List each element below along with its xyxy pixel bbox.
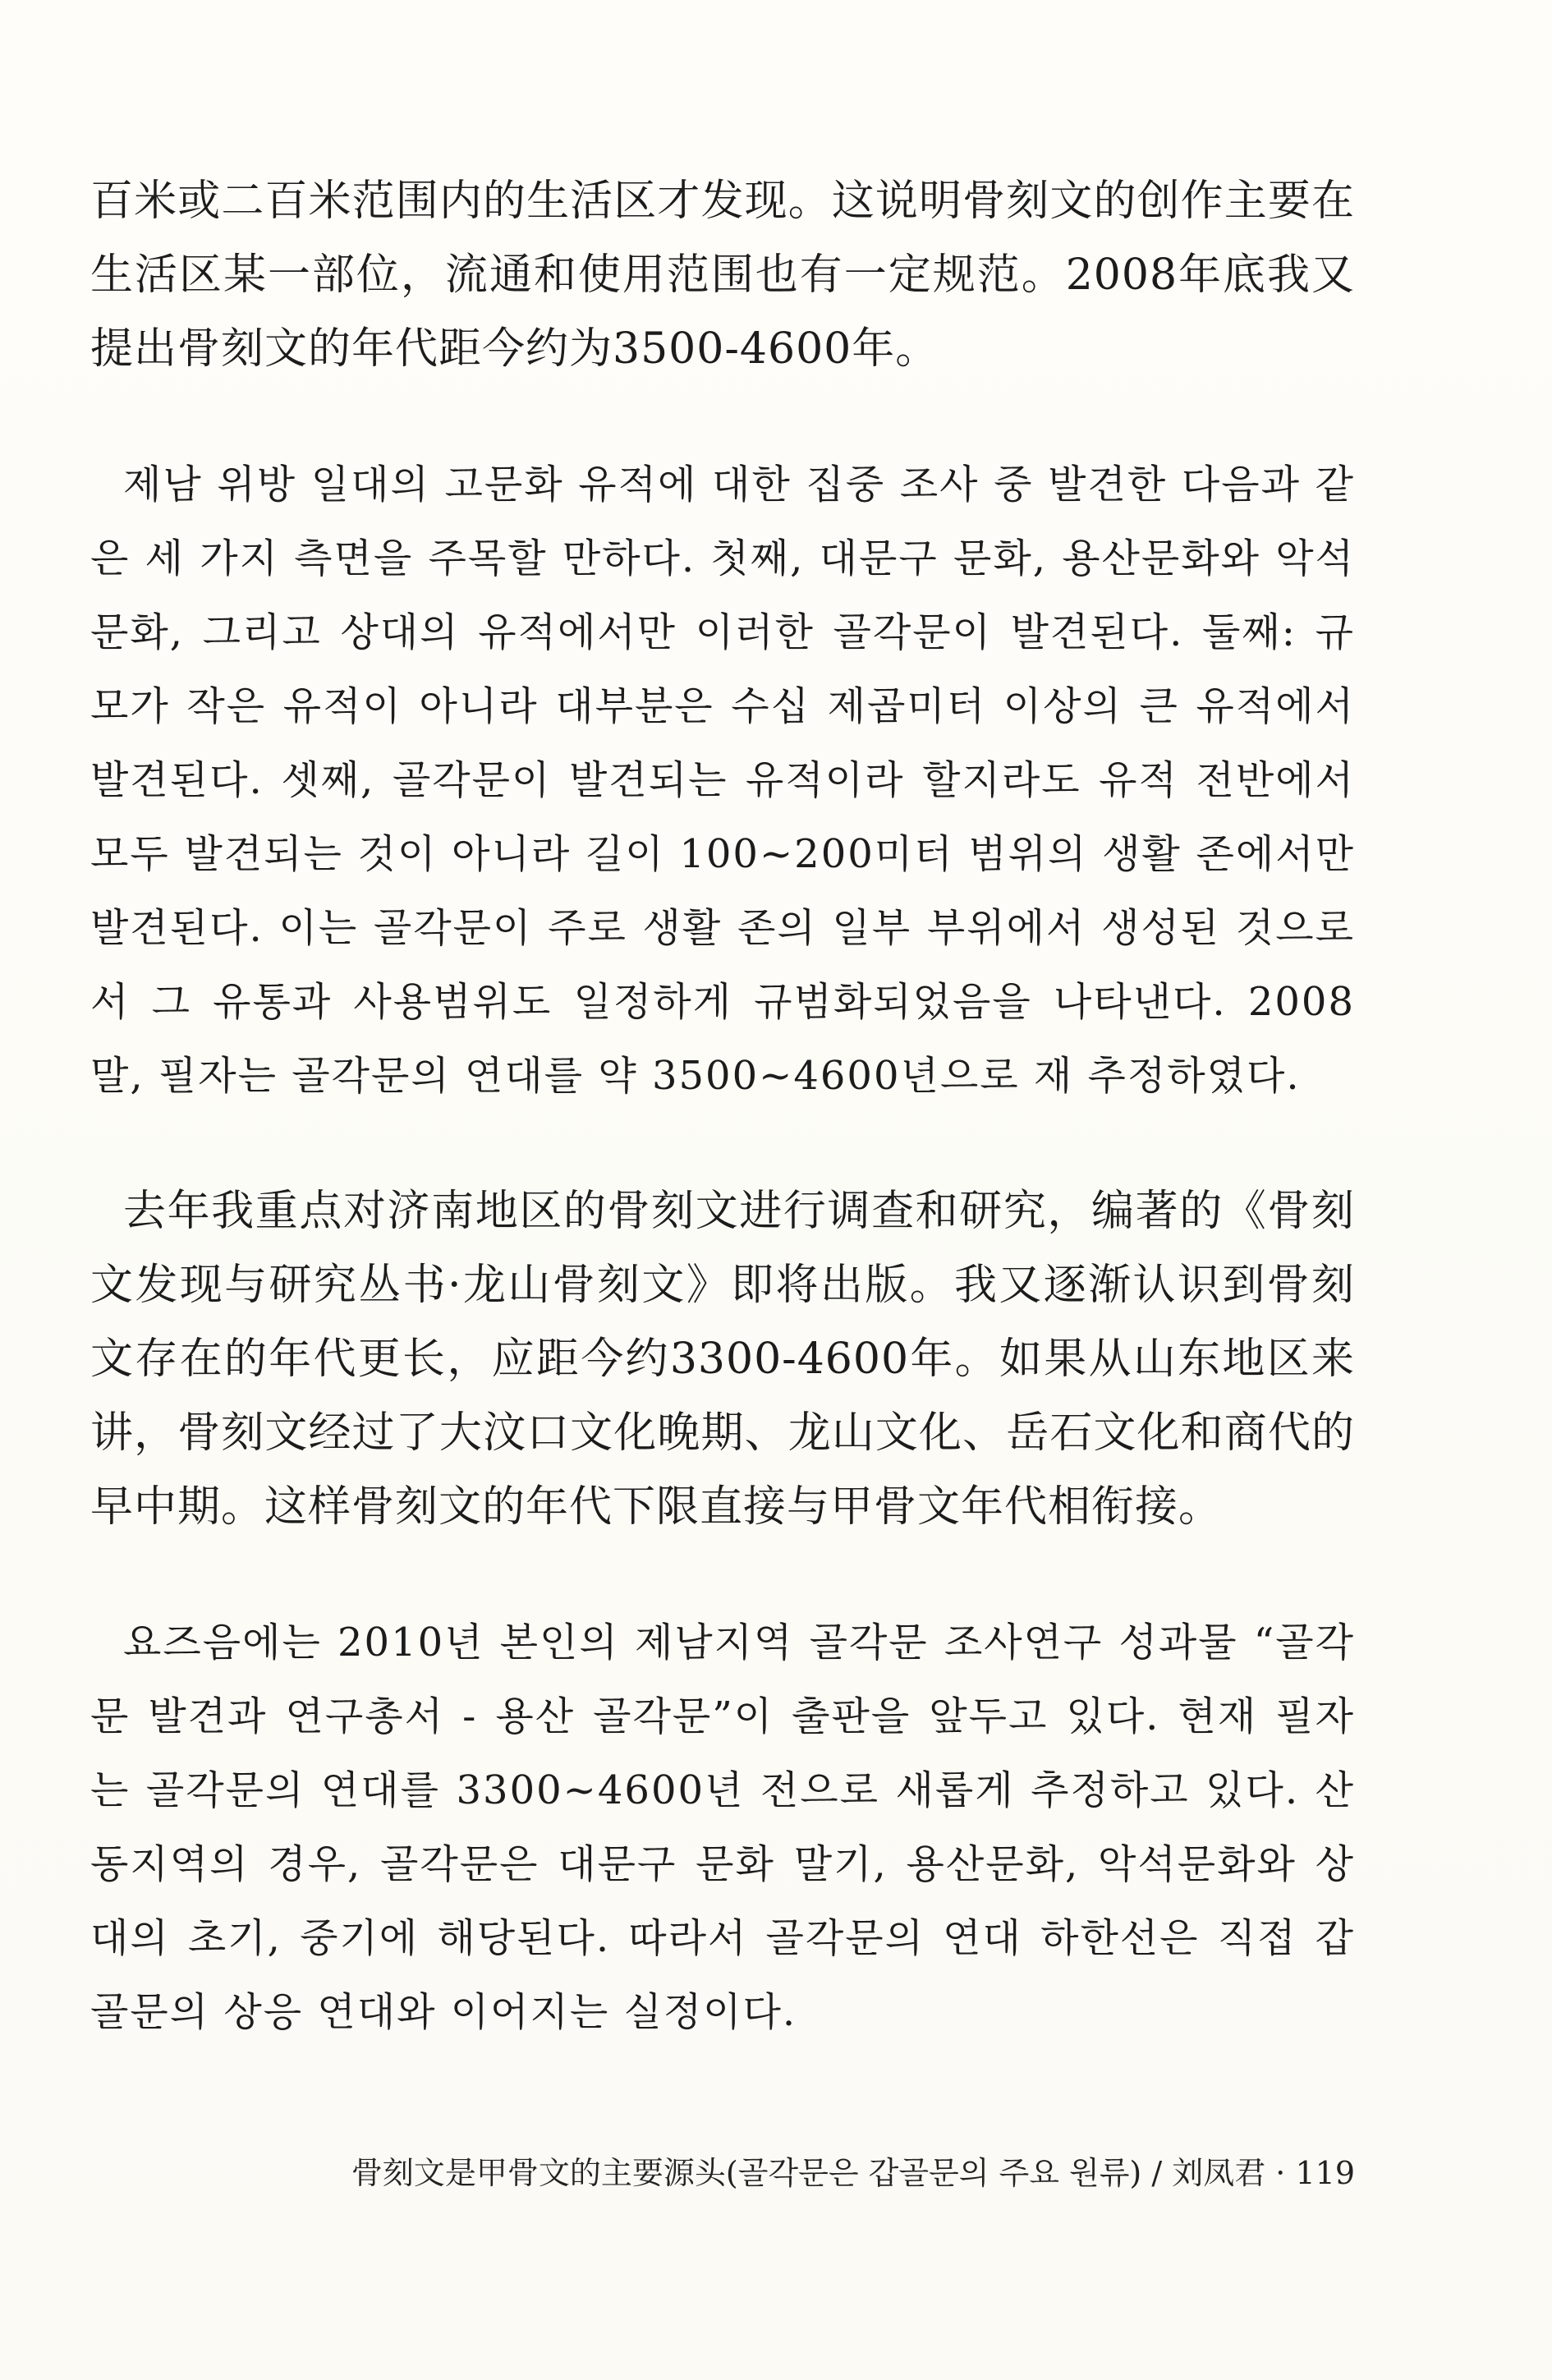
- paragraph-chinese-1: 百米或二百米范围内的生活区才发现。这说明骨刻文的创作主要在生活区某一部位，流通和使用范围也有一定规范。2008年底我又提出骨刻文的年代距今约为3500-4600年。: [90, 177, 1355, 374]
- running-footer: 骨刻文是甲骨文的主要源头(골각문은 갑골문의 주요 원류) / 刘凤君 · 119: [351, 2155, 1355, 2191]
- paragraph-korean-1: 제남 위방 일대의 고문화 유적에 대한 집중 조사 중 발견한 다음과 같은 세 가지 측면을 주목할 만하다. 첫째, 대문구 문화, 용산문화와 악석문화, 그리고 상대의 유적에서만 이러한 골각문이 발견된다. 둘째: 규모가 작은 유적이 아니라 대부분은 수십 제곱미터 이상의 큰 유적에서 발견된다. 셋째, 골각문이 발견되는 유적이라 할지라도 유적 전반에서 모두 발견되는 것이 아니라 길이 100~200미터 범위의 생활 존에서만 발견된다. 이는 골각문이 주로 생활 존의 일부 부위에서 생성된 것으로서 그 유통과 사용범위도 일정하게 규범화되었음을 나타낸다. 2008말, 필자는 골각문의 연대를 약 3500~4600년으로 재 추정하였다.: [90, 462, 1355, 1099]
- paragraph-chinese-2: 去年我重点对济南地区的骨刻文进行调查和研究，编著的《骨刻文发现与研究丛书·龙山骨刻文》即将出版。我又逐渐认识到骨刻文存在的年代更长，应距今约3300-4600年。如果从山东地区来讲，骨刻文经过了大汶口文化晚期、龙山文化、岳石文化和商代的早中期。这样骨刻文的年代下限直接与甲骨文年代相衔接。: [90, 1187, 1355, 1532]
- paragraph-korean-2: 요즈음에는 2010년 본인의 제남지역 골각문 조사연구 성과물 “골각문 발견과 연구총서 - 용산 골각문”이 출판을 앞두고 있다. 현재 필자는 골각문의 연대를 3300~4600년 전으로 새롭게 추정하고 있다. 산동지역의 경우, 골각문은 대문구 문화 말기, 용산문화, 악석문화와 상대의 초기, 중기에 해당된다. 따라서 골각문의 연대 하한선은 직접 갑골문의 상응 연대와 이어지는 실정이다.: [90, 1620, 1355, 2035]
